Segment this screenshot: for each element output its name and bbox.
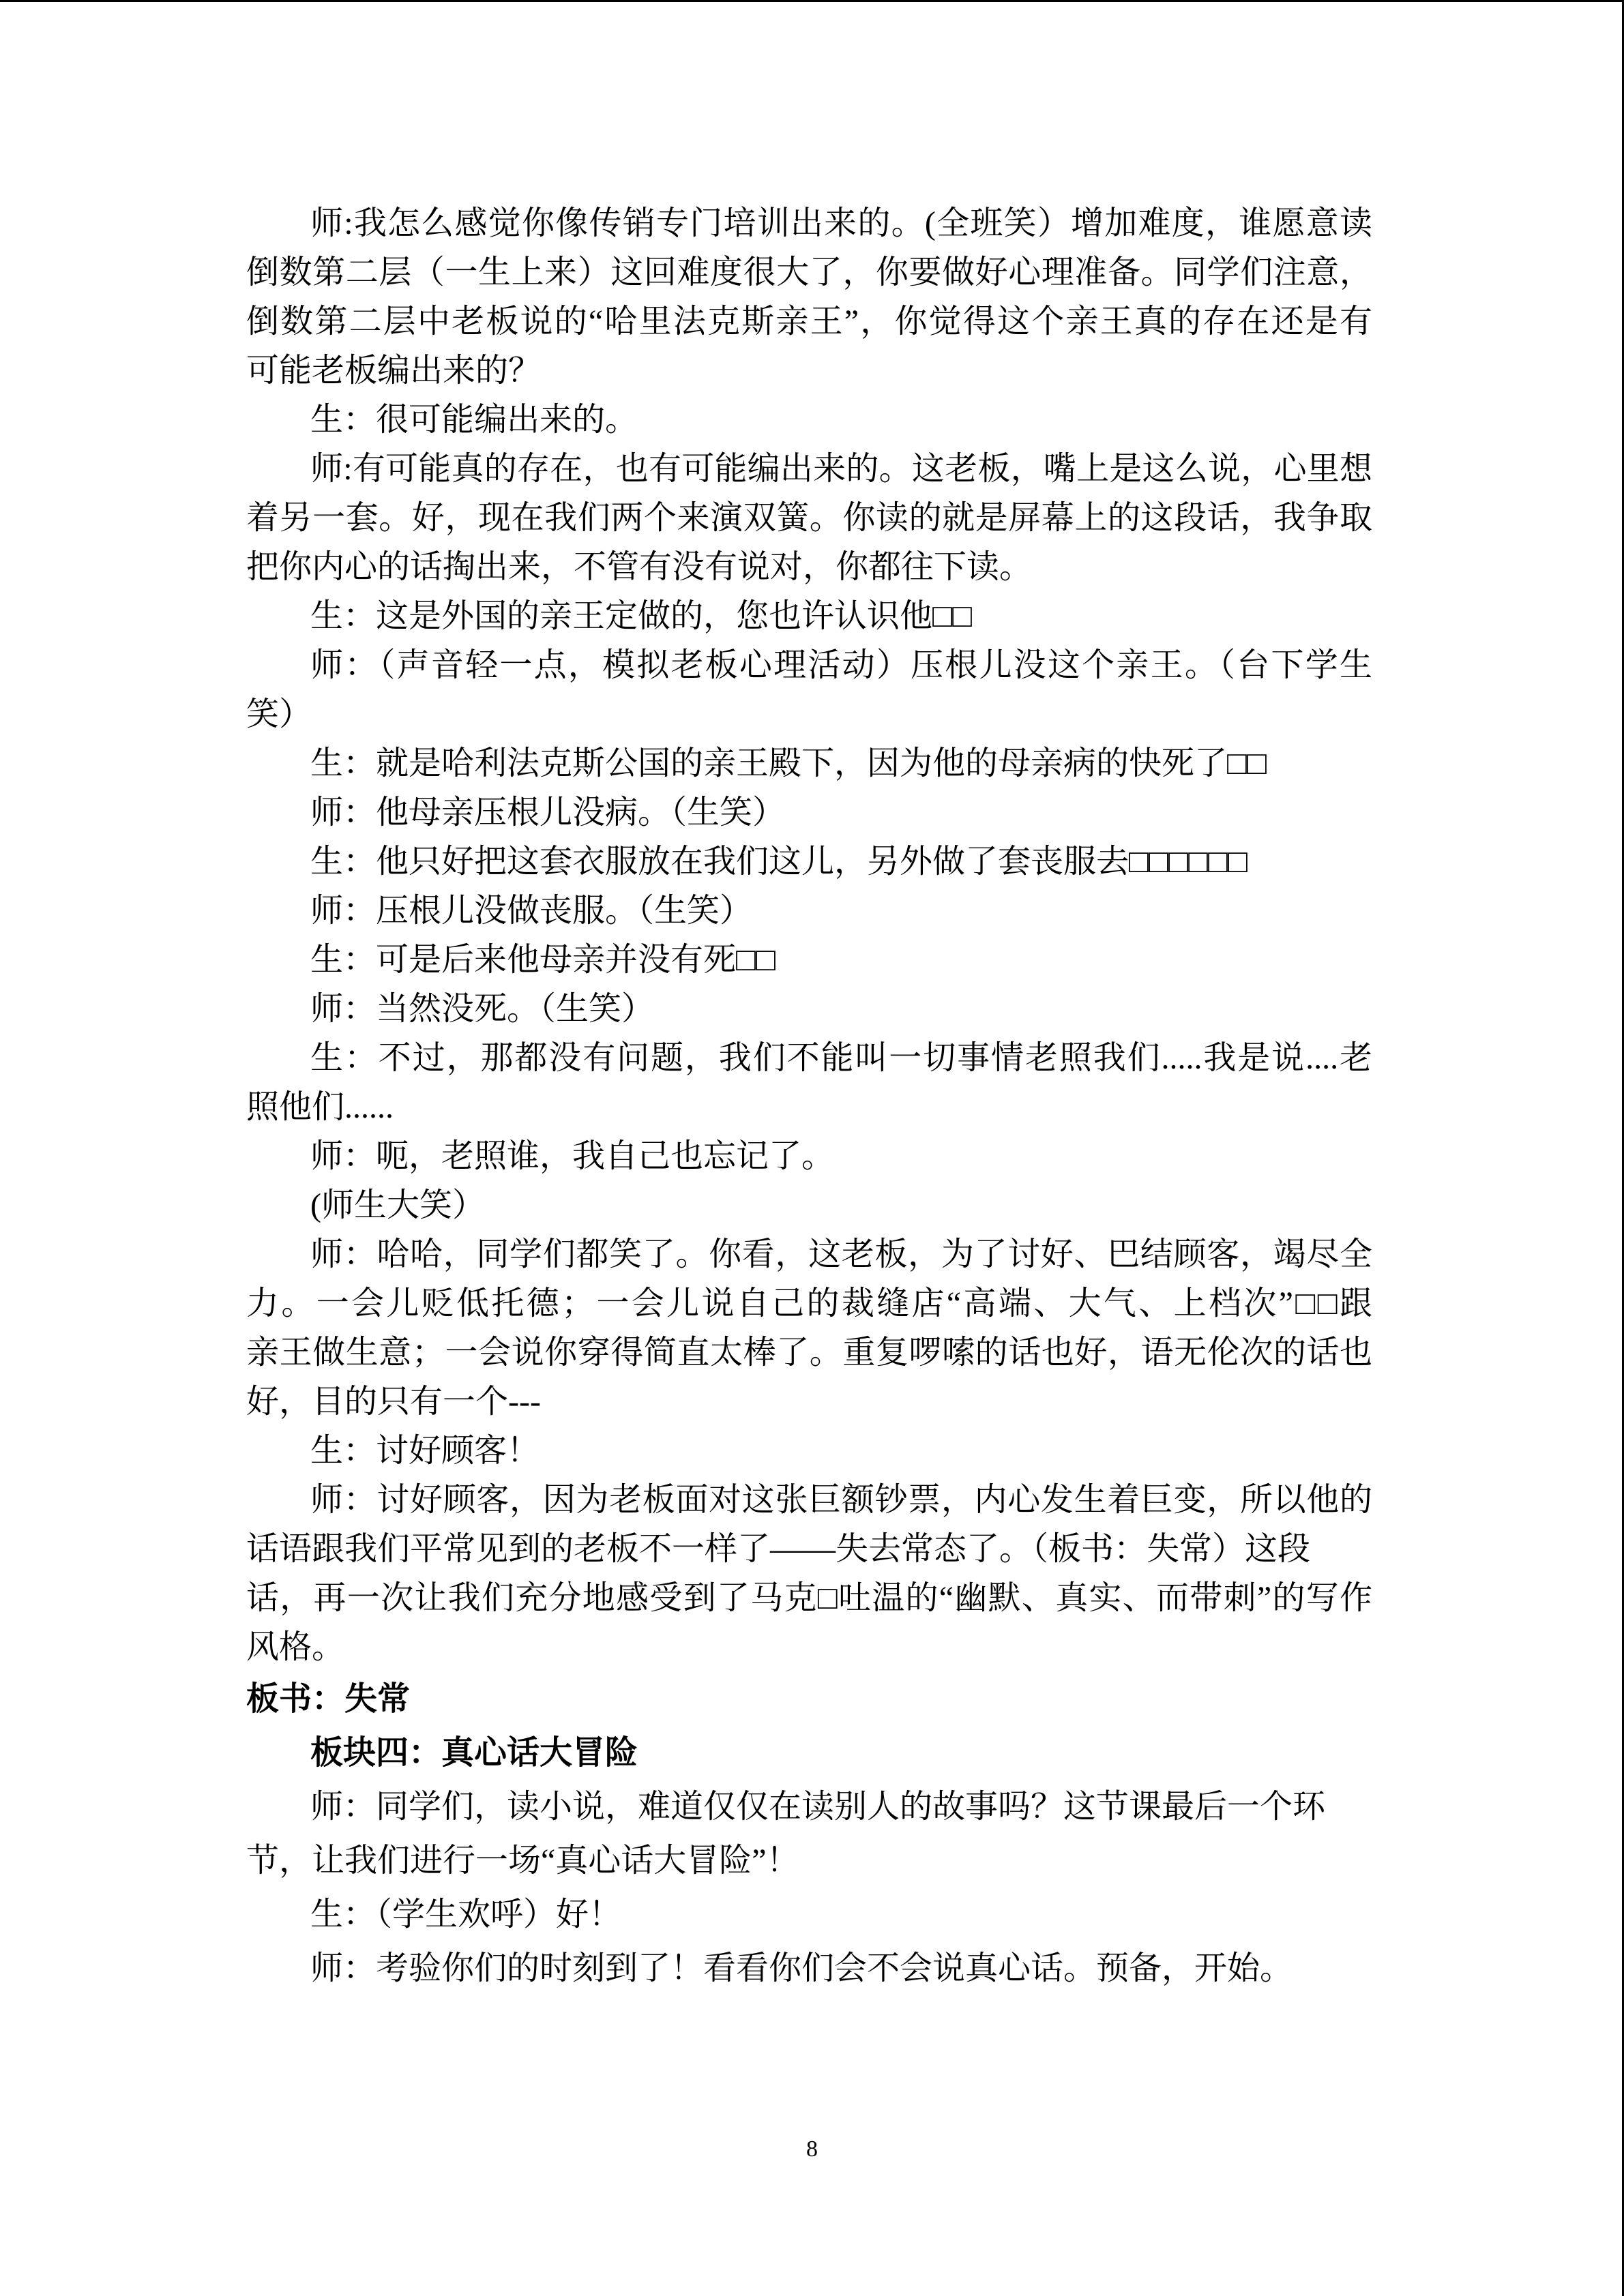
dialogue-paragraph — [246, 936, 1372, 985]
dialogue-paragraph — [246, 788, 1372, 837]
dialogue-paragraph — [246, 1034, 1372, 1132]
document-body — [246, 199, 1372, 1995]
page-number: 8 — [806, 2136, 818, 2162]
text-line: 生：这是外国的亲王定做的，您也许认识他□□ — [310, 598, 972, 634]
text-line: 师：哈哈，同学们都笑了。你看，这老板，为了讨好、巴结顾客，竭尽全 — [310, 1236, 1372, 1272]
text-line: 师：同学们，读小说，难道仅仅在读别人的故事吗？这节课最后一个环 — [310, 1789, 1326, 1825]
text-line: 师:有可能真的存在，也有可能编出来的。这老板，嘴上是这么说，心里想 — [310, 451, 1372, 487]
text-line: 生：讨好顾客！ — [310, 1433, 540, 1469]
section-heading-text: 板块四：真心话大冒险 — [310, 1735, 638, 1771]
text-line: 亲王做生意；一会说你穿得简直太棒了。重复啰嗦的话也好，语无伦次的话也 — [246, 1335, 1372, 1371]
dialogue-paragraph — [246, 1132, 1372, 1181]
text-line: 生：可是后来他母亲并没有死□□ — [310, 942, 776, 978]
text-line: 好，目的只有一个--- — [246, 1384, 541, 1420]
text-line: 节，让我们进行一场“真心话大冒险”！ — [246, 1843, 799, 1879]
text-line: 力。一会儿贬低托德；一会儿说自己的裁缝店“高端、大气、上档次”□□跟 — [246, 1285, 1372, 1322]
dialogue-paragraph — [246, 1941, 1372, 1995]
text-line: 师：讨好顾客，因为老板面对这张巨额钞票，内心发生着巨变，所以他的 — [310, 1482, 1372, 1518]
text-line: 话语跟我们平常见到的老板不一样了——失去常态了。（板书：失常）这段 — [246, 1531, 1311, 1567]
section-heading — [246, 1726, 1372, 1780]
dialogue-paragraph — [246, 396, 1372, 445]
text-line: 着另一套。好，现在我们两个来演双簧。你读的就是屏幕上的这段话，我争取 — [246, 500, 1372, 536]
dialogue-paragraph — [246, 886, 1372, 936]
text-line: 师：压根儿没做丧服。（生笑） — [310, 893, 753, 929]
board-note — [246, 1672, 1372, 1726]
dialogue-paragraph — [246, 985, 1372, 1034]
text-line: 照他们...... — [246, 1089, 394, 1125]
text-line: 生：（学生欢呼）好！ — [310, 1896, 622, 1933]
text-line: 生：很可能编出来的。 — [310, 402, 638, 438]
text-line: (师生大笑） — [310, 1187, 485, 1223]
text-line: 师：他母亲压根儿没病。（生笑） — [310, 794, 786, 831]
text-line: 师：呃，老照谁，我自己也忘记了。 — [310, 1138, 835, 1174]
text-line: 话，再一次让我们充分地感受到了马克□吐温的“幽默、真实、而带刺”的写作 — [246, 1580, 1372, 1616]
board-note-text: 板书：失常 — [246, 1681, 411, 1717]
dialogue-paragraph — [246, 739, 1372, 788]
text-line: 生：不过，那都没有问题，我们不能叫一切事情老照我们.....我是说....老 — [310, 1040, 1372, 1076]
dialogue-paragraph — [246, 1476, 1372, 1672]
text-line: 师：（声音轻一点，模拟老板心理活动）压根儿没这个亲王。（台下学生 — [310, 647, 1372, 683]
text-line: 师:我怎么感觉你像传销专门培训出来的。(全班笑）增加难度，谁愿意读 — [310, 205, 1372, 241]
page-edge-top — [0, 0, 1624, 2]
dialogue-paragraph — [246, 1888, 1372, 1941]
text-line: 生：他只好把这套衣服放在我们这儿，另外做了套丧服去□□□□□□ — [310, 844, 1247, 880]
text-line: 倒数第二层（一生上来）这回难度很大了，你要做好心理准备。同学们注意， — [246, 254, 1372, 290]
dialogue-paragraph — [246, 1427, 1372, 1476]
dialogue-paragraph — [246, 445, 1372, 592]
text-line: 生：就是哈利法克斯公国的亲王殿下，因为他的母亲病的快死了□□ — [310, 745, 1267, 781]
text-line: 风格。 — [246, 1629, 345, 1665]
text-line: 可能老板编出来的？ — [246, 353, 542, 389]
text-line: 师：当然没死。（生笑） — [310, 991, 655, 1027]
text-line: 把你内心的话掏出来，不管有没有说对，你都往下读。 — [246, 549, 1033, 585]
dialogue-paragraph — [246, 592, 1372, 641]
text-line: 笑） — [246, 696, 312, 732]
dialogue-paragraph — [246, 641, 1372, 739]
dialogue-paragraph — [246, 1230, 1372, 1427]
text-line: 倒数第二层中老板说的“哈里法克斯亲王”，你觉得这个亲王真的存在还是有 — [246, 303, 1372, 340]
text-line: 师：考验你们的时刻到了！看看你们会不会说真心话。预备，开始。 — [310, 1950, 1293, 1986]
dialogue-paragraph — [246, 199, 1372, 396]
dialogue-paragraph — [246, 1181, 1372, 1230]
dialogue-paragraph — [246, 837, 1372, 886]
dialogue-paragraph — [246, 1780, 1372, 1888]
